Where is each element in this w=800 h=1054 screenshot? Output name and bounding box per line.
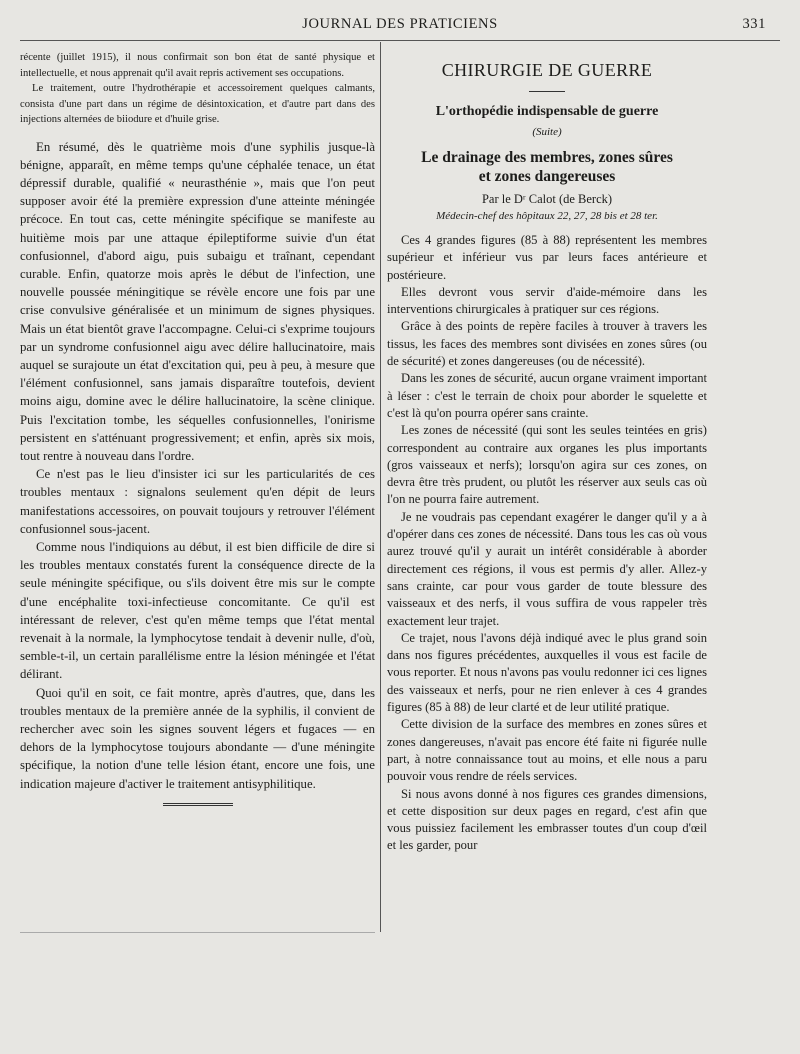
byline: Par le Dʳ Calot (de Berck) [481,192,613,206]
subtitle-line: Le drainage des membres, zones sûres [421,149,673,166]
paragraph: Quoi qu'il en soit, ce fait montre, après d'autres, que, dans les troubles mentaux de la première année de la syphilis, il convient de rechercher avec soin les signes souvent légers et fugaces — en dehors de la lymphocytose toujours abondante — d'une méningite spécifique, la notion d'une telle lésion étant, encore une fois, une indication majeure d'activer le traitement antisyphilitique. [20,685,375,791]
section-rule [529,91,565,92]
paragraph: Si nous avons donné à nos figures ces grandes dimensions, et cette disposition sur deux pages en regard, c'est afin que vous puissiez facilement les embrasser toutes d'un coup d'œil et les garder, pour [387,786,707,853]
left-column [20,50,375,806]
paragraph: Dans les zones de sécurité, aucun organe vraiment important à léser : c'est le terrain de choix pour aborder le squelette et c'est là qu'on pourra opérer sans crainte. [387,371,707,420]
author-credentials: Médecin-chef des hôpitaux 22, 27, 28 bis et 28 ter. [436,210,658,222]
paragraph: En résumé, dès le quatrième mois d'une syphilis jusque-là bénigne, apparaît, en même temps qu'une céphalée tenace, un état dépressif durable, qualifié « neurasthénie », mais que l'on peut supposer avoir été la première expression d'une atteinte méningée précoce. En tout cas, cette méningite spécifique se manifeste au huitième mois par une attaque épileptiforme suivie d'un état confusionnel, d'abord aigu, puis subaigu et traînant, cependant curable. Enfin, quatorze mois après le début de l'infection, une nouvelle poussée méningitique se révèle encore une fois par une crise convulsive généralisée et un minimum de signes physiques. Mais un état bientôt grave l'accompagne. Celui-ci s'exprime toujours par un syndrome confusionnel aigu avec délire hallucinatoire, mais auquel se surajoute un état d'excitation qui, peu à peu, à mesure que l'élément confusionnel, sans jamais disparaître toutefois, devient moins aigu, domine avec le délire hallucinatoire, la scène clinique. Puis l'excitation tombe, les séquelles confusionnelles, l'onirisme persistent en s'atténuant progressivement; et enfin, après six mois, tout rentre à nouveau dans l'ordre. [20,139,375,463]
paragraph: Ces 4 grandes figures (85 à 88) représentent les membres supérieur et inférieur vus par leurs faces antérieure et postérieure. [387,233,707,282]
bottom-rule [20,932,375,933]
running-head [20,16,780,36]
case-summary [20,138,375,793]
article-subtitle [387,148,707,186]
small-paragraph: récente (juillet 1915), il nous confirmait son bon état de santé physique et intellectuelle, et nous apprenait qu'il avait repris activement ses occupations. [20,52,375,79]
paragraph: Grâce à des points de repère faciles à trouver à travers les tissus, les faces des membres sont divisées en zones sûres (ou de sécurité) et zones dangereuses (ou de nécessité). [387,319,707,369]
paragraph: Cette division de la surface des membres en zones sûres et zones dangereuses, n'avait pas encore été faite ni figurée nulle part, à notre connaissance tout au moins, et elle nous a paru pouvoir vous rendre de réels services. [387,717,707,784]
section-title: CHIRURGIE DE GUERRE [441,60,653,80]
paragraph: Je ne voudrais pas cependant exagérer le danger qu'il y a à d'opérer dans ces zones de nécessité. Dans tous les cas où vous aurez trouvé qu'il y aurait un intérêt considérable à aborder directement ces régions, il vous est permis d'y aller. Allez-y sans crainte, car pour vous garder de toute blessure des vaisseaux et des nerfs, il vous suffira de vous rappeler très exactement leur trajet. [387,509,707,628]
paragraph: Les zones de nécessité (qui sont les seules teintées en gris) correspondent au contraire aux organes les plus importants (gros vaisseaux et nerfs); lorsqu'on agira sur ces zones, on devra être très prudent, ou plutôt les réserver aux seuls cas où l'on ne pourra faire autrement. [387,423,707,507]
column-divider [380,42,381,932]
paragraph: Ce n'est pas le lieu d'insister ici sur les particularités de ces troubles mentaux : signalons seulement qu'en dépit de leurs manifestations accessoires, on pouvait toujours y retrouver l'élément confusionnel sous-jacent. [20,467,375,536]
article-title: L'orthopédie indispensable de guerre [435,104,659,119]
paragraph: Ce trajet, nous l'avons déjà indiqué avec le plus grand soin dans nos figures précédentes, auxquelles il vous est facile de vous reporter. Et nous n'avons pas voulu redonner ici ces lignes des vaisseaux et nerfs, pour ne rien enlever à ces 4 grandes figures (85 à 88) de leur clarté et de leur utilité pratique. [387,630,707,715]
subtitle-line: et zones dangereuses [478,168,616,185]
article-body [387,232,707,855]
right-column [387,50,707,855]
paragraph: Elles devront vous servir d'aide-mémoire dans les interventions chirurgicales à pratiquer sur ces régions. [387,284,707,317]
page-number: 331 [742,16,766,32]
small-paragraph: Le traitement, outre l'hydrothérapie et accessoirement quelques calmants, consista d'une part dans un régime de désintoxication, et d'autre part dans des injections alternées de biiodure et d'huile grise. [20,83,375,125]
case-notes [20,50,375,128]
suite-label: (Suite) [532,126,562,138]
running-title: JOURNAL DES PRATICIENS [302,16,498,32]
paragraph: Comme nous l'indiquions au début, il est bien difficile de dire si les troubles mentaux constatés furent la conséquence directe de la seule méningite spécifique, ou s'ils doivent être mis sur le compte d'une encéphalite toxi-infectieuse concomitante. Ce qu'il est intéressant de relever, c'est qu'en même temps que l'état mental revenait à la normale, la lymphocytose tendait à devenir nulle, d'où, semble-t-il, un certain parallélisme entre la lésion méningée et l'état délirant. [20,539,375,682]
article-end-rule [163,803,233,806]
header-rule [20,40,780,41]
